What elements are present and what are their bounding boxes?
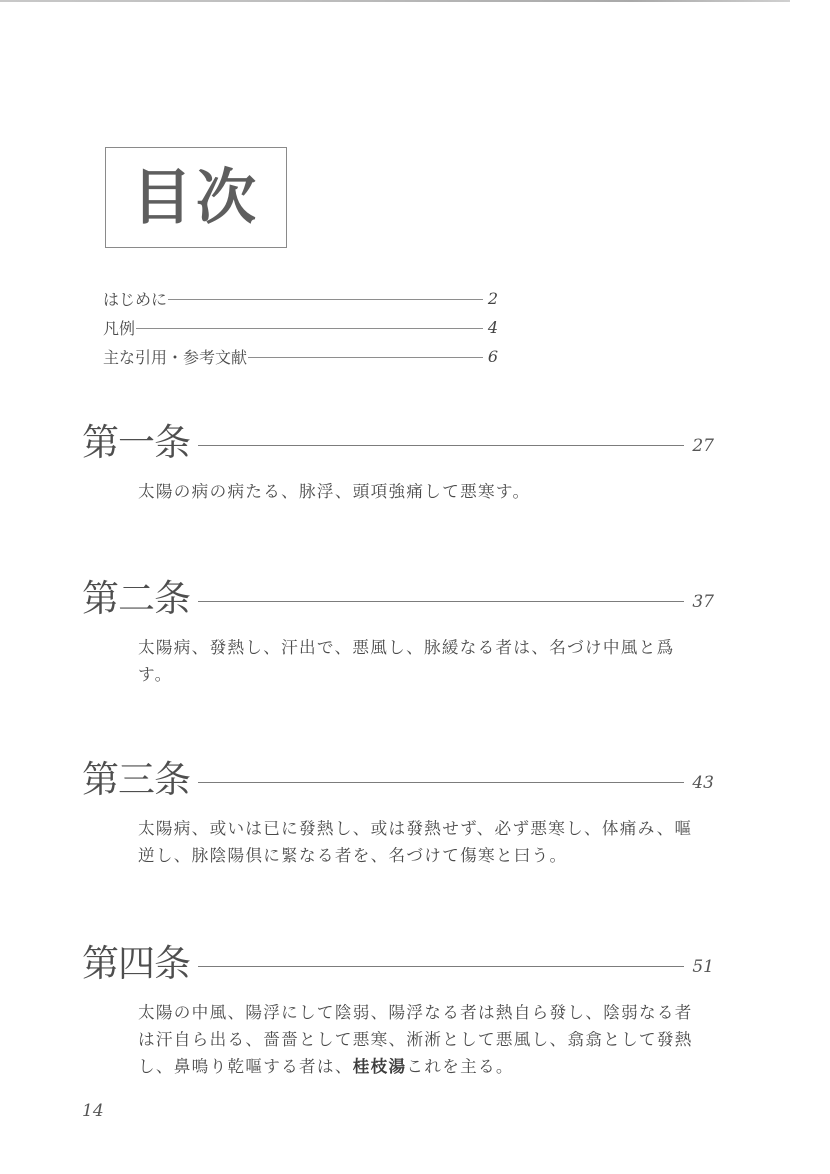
- toc-entry-introduction[interactable]: [103, 284, 498, 313]
- leader-line: [168, 299, 483, 300]
- toc-article-3: [82, 757, 714, 869]
- article-text: [138, 999, 693, 1080]
- toc-article-4: [82, 941, 714, 1080]
- leader-line: [248, 357, 483, 358]
- formula-name-emphasis: 桂枝湯: [352, 1056, 407, 1076]
- article-page: 43: [692, 773, 714, 793]
- leader-line: [198, 445, 684, 446]
- toc-entry-label: はじめに: [103, 290, 168, 309]
- article-text-part: 太陽の中風、陽浮にして陰弱、陽浮なる者は熱自ら發し、陰弱なる者は汗自ら出る、嗇嗇として悪寒、淅淅として悪風し、翕翕として發熱し、鼻鳴り乾嘔する者は、: [138, 1003, 693, 1076]
- article-name: 第二条: [82, 576, 190, 620]
- toc-title-box: [105, 147, 287, 248]
- article-page: 51: [692, 957, 714, 977]
- toc-entry-page: 2: [487, 289, 498, 308]
- leader-line: [198, 782, 684, 783]
- article-name: 第三条: [82, 757, 190, 801]
- page-top-edge: [0, 0, 790, 2]
- toc-entry-references[interactable]: [103, 342, 498, 371]
- article-text: 太陽病、發熱し、汗出で、悪風し、脉緩なる者は、名づけ中風と爲す。: [138, 638, 675, 684]
- leader-line: [136, 328, 483, 329]
- toc-article-1: [82, 420, 714, 505]
- article-text-part: これを主る。: [406, 1057, 514, 1076]
- article-text: 太陽の病の病たる、脉浮、頭項強痛して悪寒す。: [138, 482, 531, 501]
- leader-line: [198, 966, 684, 967]
- leader-line: [198, 601, 684, 602]
- article-heading[interactable]: [82, 420, 714, 464]
- article-text: 太陽病、或いは已に發熱し、或は發熱せず、必ず悪寒し、体痛み、嘔逆し、脉陰陽倶に緊なる者を、名づけて傷寒と曰う。: [138, 819, 693, 865]
- article-page: 37: [692, 592, 714, 612]
- article-heading[interactable]: [82, 576, 714, 620]
- toc-entry-label: 凡例: [103, 319, 136, 338]
- toc-entry-label: 主な引用・参考文献: [103, 348, 248, 367]
- front-matter-list: [103, 284, 498, 371]
- article-name: 第四条: [82, 941, 190, 985]
- toc-entry-conventions[interactable]: [103, 313, 498, 342]
- page-number: 14: [82, 1101, 104, 1121]
- toc-article-2: [82, 576, 714, 688]
- article-heading[interactable]: [82, 757, 714, 801]
- article-heading[interactable]: [82, 941, 714, 985]
- article-page: 27: [692, 436, 714, 456]
- page-title: 目次: [132, 162, 260, 233]
- toc-entry-page: 4: [487, 318, 498, 337]
- toc-entry-page: 6: [487, 347, 498, 366]
- article-name: 第一条: [82, 420, 190, 464]
